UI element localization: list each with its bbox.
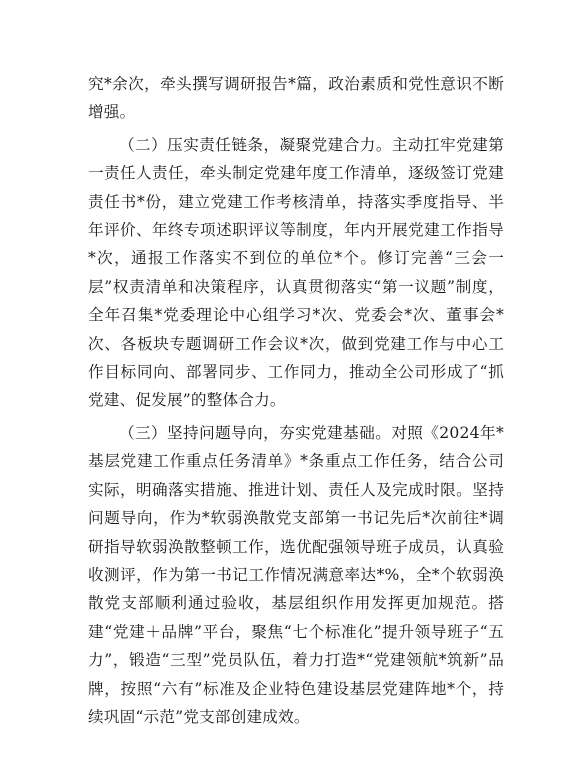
paragraph-text: 对照《2024年*基层党建工作重点任务清单》*条重点工作任务，结合公司实际，明确落实措施、推进计划、责任人及完成时限。坚持问题导向，作为*软弱涣散党支部第一书记先后*次前往*调研指导软弱涣散整顿工作，选优配强领导班子成员，认真验收测评，作为第一书记工作情况满意率达*%，全*个软弱涣散党支部顺利通过验收，基层组织作用发挥更加规范。搭建“党建＋品牌”平台，聚焦“七个标准化”提升领导班子“五力”，锻造“三型”党员队伍，着力打造*“党建领航*筑新”品牌，按照“六有”标准及企业特色建设基层党建阵地*个，持续巩固“示范”党支部创建成效。 [88, 423, 504, 726]
paragraph-section-3 [88, 419, 504, 731]
paragraph-continuation [88, 70, 504, 127]
paragraph-text: 主动扛牢党建第一责任人责任，牵头制定党建年度工作清单，逐级签订党建责任书*份，建立党建工作考核清单，持落实季度指导、半年评价、年终专项述职评议等制度，年内开展党建工作指导*次，通报工作落实不到位的单位*个。修订完善“三会一层”权责清单和决策程序，认真贯彻落实“第一议题”制度，全年召集*党委理论中心组学习*次、党委会*次、董事会*次、各板块专题调研工作会议*次，做到党建工作与中心工作目标同向、部署同步、工作同力，推动全公司形成了“抓党建、促发展”的整体合力。 [88, 135, 504, 410]
section-heading: （三）坚持问题导向，夯实党建基础。 [119, 423, 392, 442]
paragraph-text: 究*余次，牵头撰写调研报告*篇，政治素质和党性意识不断增强。 [88, 75, 504, 122]
section-heading: （二）压实责任链条，凝聚党建合力。 [119, 135, 392, 154]
document-page [88, 70, 504, 731]
paragraph-section-2 [88, 131, 504, 415]
